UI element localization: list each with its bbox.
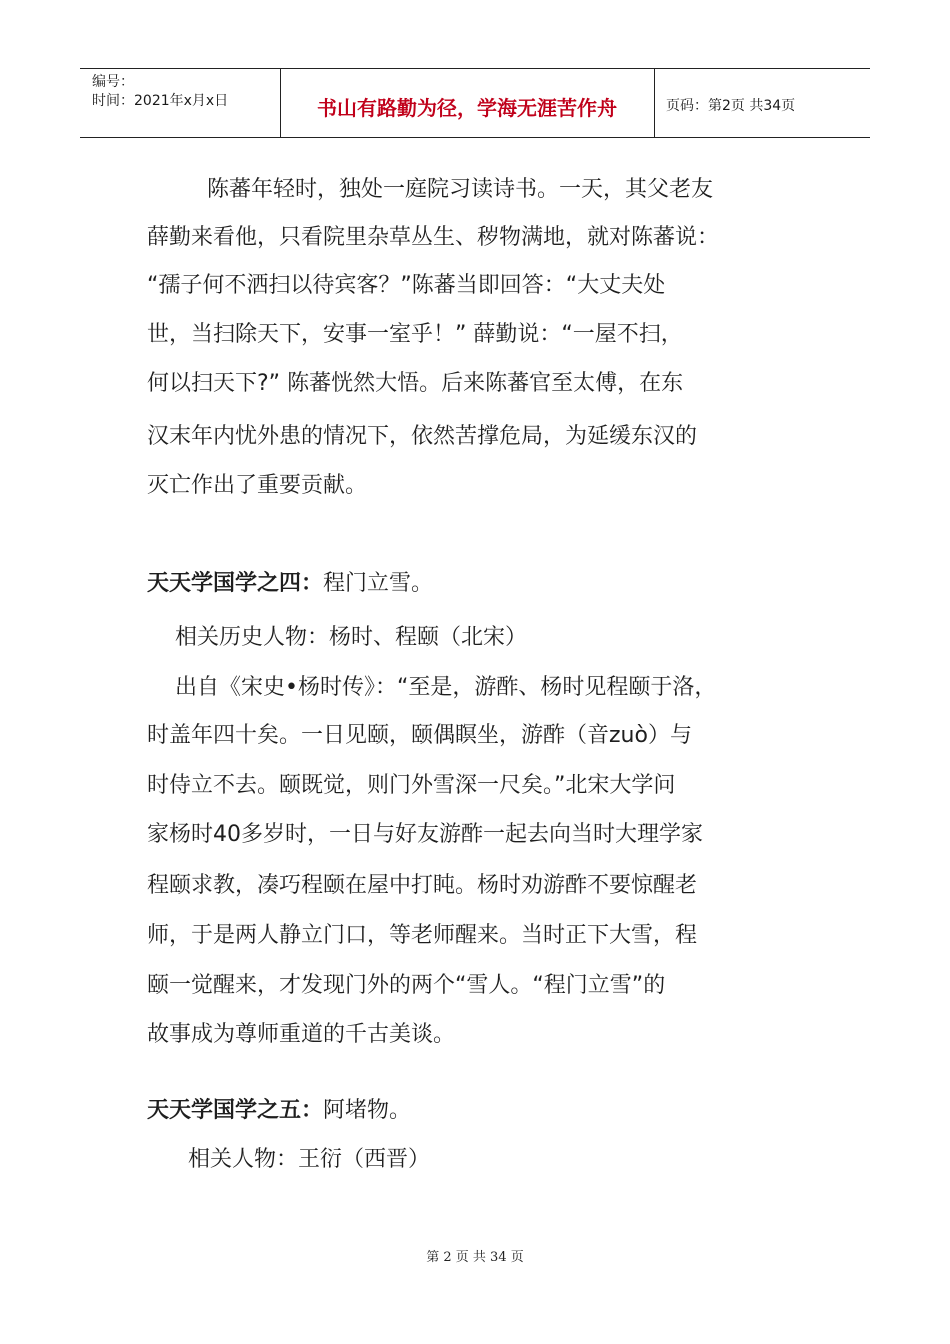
paragraph-line: 故事成为尊师重道的千古美谈。 — [147, 1022, 456, 1047]
page-footer: 第 2 页 共 34 页 — [426, 1250, 524, 1265]
section-heading-title: 阿堵物。 — [323, 1098, 412, 1123]
page-number-label: 页码：第2页 共34页 — [666, 98, 796, 114]
paragraph-line: 世，当扫除天下，安事一室乎！” 薛勤说：“一屋不扫， — [147, 322, 683, 347]
paragraph-line: 汉末年内忧外患的情况下，依然苦撑危局，为延缓东汉的 — [147, 424, 698, 449]
motto: 书山有路勤为径，学海无涯苦作舟 — [317, 96, 617, 120]
time-label: 时间：2021年x月x日 — [92, 93, 229, 109]
page-header — [80, 68, 870, 138]
header-motto-cell — [280, 69, 655, 137]
paragraph-line: 程颐求教，凑巧程颐在屋中打盹。杨时劝游酢不要惊醒老 — [147, 873, 698, 898]
number-label: 编号： — [92, 74, 134, 90]
paragraph-line: 家杨时40多岁时，一日与好友游酢一起去向当时大理学家 — [147, 822, 703, 847]
paragraph-line: 薛勤来看他，只看院里杂草丛生、秽物满地，就对陈蕃说： — [147, 225, 720, 250]
related-figures: 相关人物：王衍（西晋） — [188, 1147, 431, 1172]
paragraph-line: 时盖年四十矣。一日见颐，颐偶瞑坐，游酢（音zuò）与 — [147, 723, 692, 748]
paragraph-line: “孺子何不洒扫以待宾客？”陈蕃当即回答：“大丈夫处 — [147, 273, 666, 298]
paragraph-line: 灭亡作出了重要贡献。 — [147, 473, 368, 498]
related-figures: 相关历史人物：杨时、程颐（北宋） — [175, 625, 528, 650]
section-heading — [147, 566, 433, 597]
paragraph-line: 颐一觉醒来，才发现门外的两个“雪人。“程门立雪”的 — [147, 973, 666, 998]
header-meta-cell — [80, 69, 281, 137]
paragraph-line: 师，于是两人静立门口，等老师醒来。当时正下大雪，程 — [147, 923, 698, 948]
section-heading-label: 天天学国学之五： — [147, 1098, 324, 1123]
section-heading — [147, 1093, 411, 1124]
paragraph-line: 时侍立不去。颐既觉，则门外雪深一尺矣。”北宋大学问 — [147, 773, 676, 798]
section-heading-label: 天天学国学之四： — [147, 571, 324, 596]
paragraph-line: 陈蕃年轻时，独处一庭院习读诗书。一天，其父老友 — [207, 177, 714, 202]
paragraph-line: 出自《宋史•杨时传》：“至是，游酢、杨时见程颐于洛， — [175, 675, 717, 700]
paragraph-line: 何以扫天下?” 陈蕃恍然大悟。后来陈蕃官至太傅，在东 — [147, 371, 684, 396]
section-heading-title: 程门立雪。 — [323, 571, 434, 596]
